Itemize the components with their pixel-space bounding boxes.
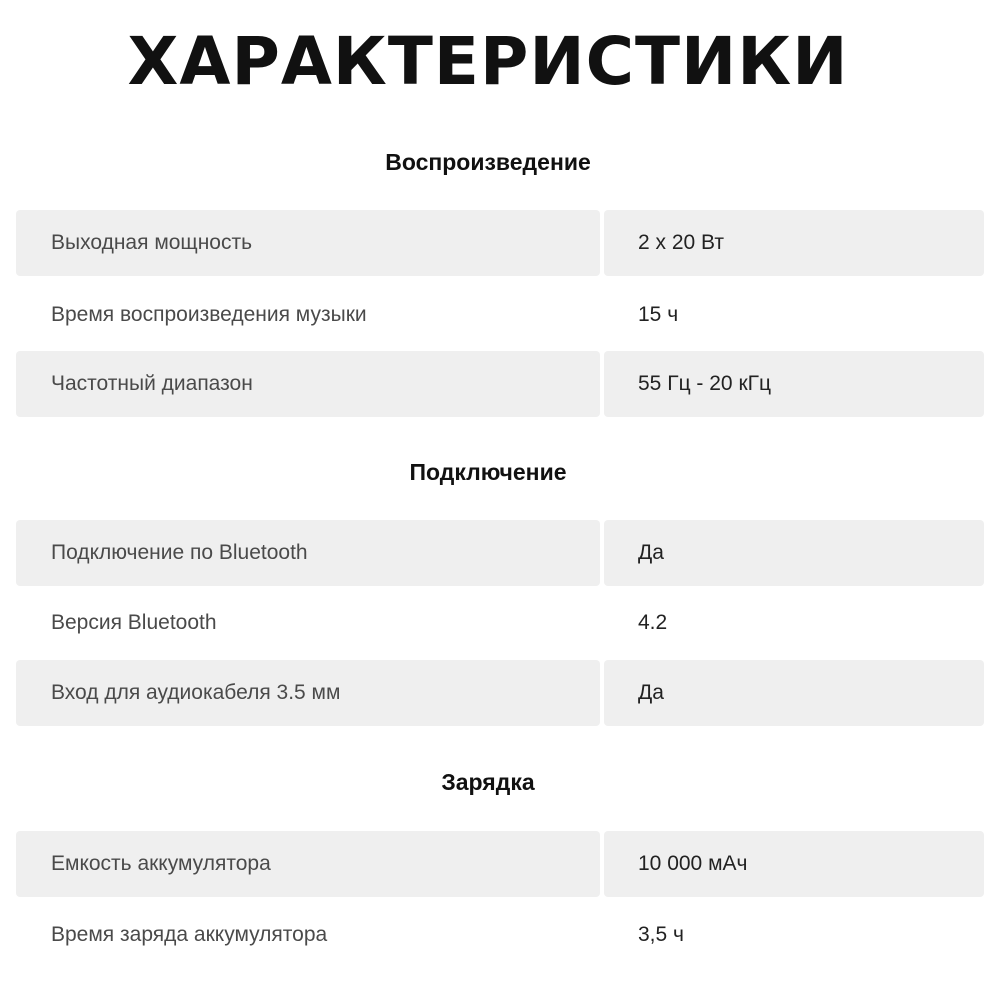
spec-value: 10 000 мАч xyxy=(604,831,984,897)
spec-label: Емкость аккумулятора xyxy=(16,831,600,897)
spec-value: 4.2 xyxy=(638,611,668,634)
spec-row xyxy=(16,831,984,899)
spec-row xyxy=(16,590,984,658)
page-title: ХАРАКТЕРИСТИКИ xyxy=(127,23,849,100)
spec-row xyxy=(16,660,984,728)
spec-label: Подключение по Bluetooth xyxy=(16,520,600,586)
spec-value: 55 Гц - 20 кГц xyxy=(604,351,984,417)
section-heading-connection: Подключение xyxy=(409,459,567,485)
spec-label: Частотный диапазон xyxy=(16,351,600,417)
spec-value: Да xyxy=(604,520,984,586)
spec-value: 15 ч xyxy=(638,303,679,326)
spec-row xyxy=(16,902,984,970)
spec-value: 3,5 ч xyxy=(638,923,684,946)
spec-label: Вход для аудиокабеля 3.5 мм xyxy=(16,660,600,726)
spec-label: Версия Bluetooth xyxy=(51,611,217,634)
section-heading-charging: Зарядка xyxy=(441,769,535,795)
spec-label: Время воспроизведения музыки xyxy=(51,303,367,326)
spec-value: 2 х 20 Вт xyxy=(604,210,984,276)
spec-row xyxy=(16,351,984,419)
section-heading-playback: Воспроизведение xyxy=(385,149,591,175)
spec-row xyxy=(16,520,984,588)
spec-row xyxy=(16,210,984,278)
spec-label: Время заряда аккумулятора xyxy=(51,923,328,946)
spec-label: Выходная мощность xyxy=(16,210,600,276)
spec-row xyxy=(16,282,984,350)
spec-value: Да xyxy=(604,660,984,726)
